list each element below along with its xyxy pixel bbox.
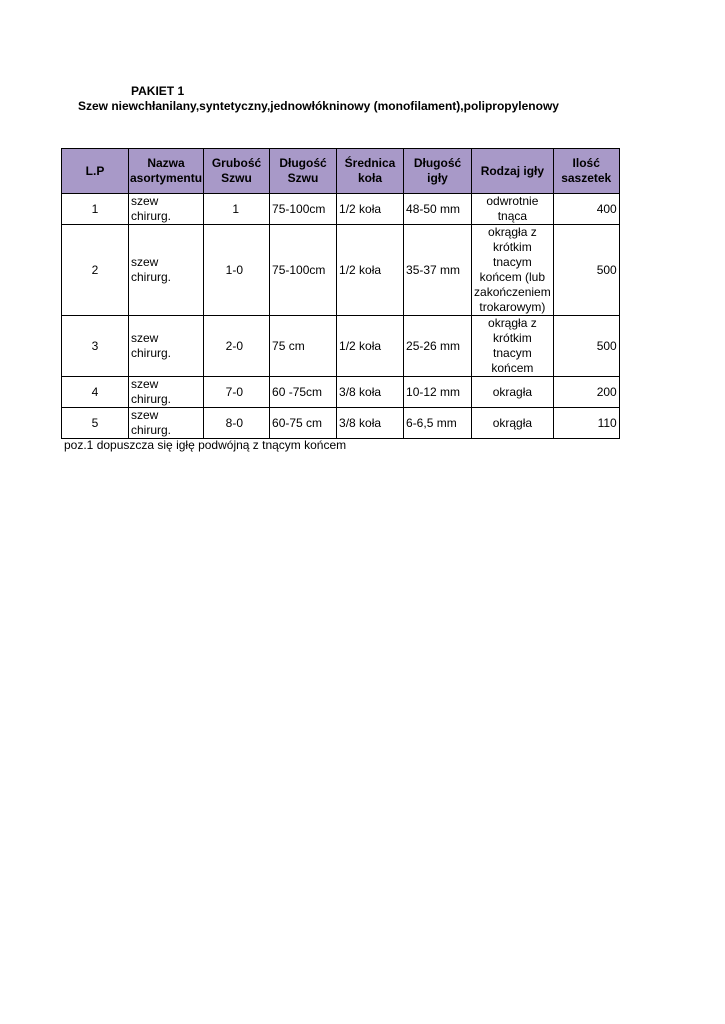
cell-lp: 5 bbox=[62, 408, 129, 439]
package-title: PAKIET 1 bbox=[131, 84, 185, 98]
cell-needle-type: okrągła bbox=[472, 408, 554, 439]
cell-needle-length: 10-12 mm bbox=[404, 377, 472, 408]
footnote: poz.1 dopuszcza się igłę podwójną z tnącym końcem bbox=[64, 438, 347, 452]
cell-needle-length: 25-26 mm bbox=[404, 316, 472, 377]
col-header-suture-length: Długość Szwu bbox=[270, 149, 337, 194]
cell-lp: 1 bbox=[62, 194, 129, 225]
cell-name: szew chirurg. bbox=[129, 316, 204, 377]
cell-diameter: 3/8 koła bbox=[337, 408, 404, 439]
cell-needle-length: 48-50 mm bbox=[404, 194, 472, 225]
package-subtitle: Szew niewchłanilany,syntetyczny,jednowłókninowy (monofilament),polipropylenowy bbox=[78, 99, 559, 113]
cell-lp: 2 bbox=[62, 225, 129, 316]
cell-needle-length: 35-37 mm bbox=[404, 225, 472, 316]
cell-needle-type: okrągła z krótkim tnacym końcem (lub zakończeniem trokarowym) bbox=[472, 225, 554, 316]
cell-needle-type: okragła bbox=[472, 377, 554, 408]
cell-diameter: 3/8 koła bbox=[337, 377, 404, 408]
cell-quantity: 500 bbox=[553, 316, 619, 377]
cell-name: szew chirurg. bbox=[129, 194, 204, 225]
col-header-thickness: Grubość Szwu bbox=[204, 149, 270, 194]
cell-suture-length: 75 cm bbox=[270, 316, 337, 377]
cell-suture-length: 75-100cm bbox=[270, 194, 337, 225]
col-header-lp: L.P bbox=[62, 149, 129, 194]
cell-suture-length: 75-100cm bbox=[270, 225, 337, 316]
cell-suture-length: 60 -75cm bbox=[270, 377, 337, 408]
cell-thickness: 2-0 bbox=[204, 316, 270, 377]
table-header-row bbox=[62, 149, 620, 194]
cell-diameter: 1/2 koła bbox=[337, 194, 404, 225]
cell-name: szew chirurg. bbox=[129, 377, 204, 408]
cell-thickness: 8-0 bbox=[204, 408, 270, 439]
cell-quantity: 400 bbox=[553, 194, 619, 225]
cell-name: szew chirurg. bbox=[129, 225, 204, 316]
cell-quantity: 110 bbox=[553, 408, 619, 439]
table-row bbox=[62, 194, 620, 225]
cell-lp: 4 bbox=[62, 377, 129, 408]
cell-diameter: 1/2 koła bbox=[337, 316, 404, 377]
cell-diameter: 1/2 koła bbox=[337, 225, 404, 316]
cell-quantity: 200 bbox=[553, 377, 619, 408]
col-header-needle-type: Rodzaj igły bbox=[472, 149, 554, 194]
cell-quantity: 500 bbox=[553, 225, 619, 316]
col-header-quantity: Ilość saszetek bbox=[553, 149, 619, 194]
cell-thickness: 1 bbox=[204, 194, 270, 225]
cell-needle-type: odwrotnie tnąca bbox=[472, 194, 554, 225]
table-row bbox=[62, 225, 620, 316]
table-row bbox=[62, 408, 620, 439]
cell-thickness: 1-0 bbox=[204, 225, 270, 316]
cell-name: szew chirurg. bbox=[129, 408, 204, 439]
cell-needle-type: okrągła z krótkim tnacym końcem bbox=[472, 316, 554, 377]
cell-thickness: 7-0 bbox=[204, 377, 270, 408]
items-table bbox=[61, 148, 620, 439]
table-row bbox=[62, 316, 620, 377]
table-row bbox=[62, 377, 620, 408]
col-header-needle-length: Długość igły bbox=[404, 149, 472, 194]
col-header-name: Nazwa asortymentu bbox=[129, 149, 204, 194]
cell-suture-length: 60-75 cm bbox=[270, 408, 337, 439]
col-header-diameter: Średnica koła bbox=[337, 149, 404, 194]
cell-lp: 3 bbox=[62, 316, 129, 377]
cell-needle-length: 6-6,5 mm bbox=[404, 408, 472, 439]
